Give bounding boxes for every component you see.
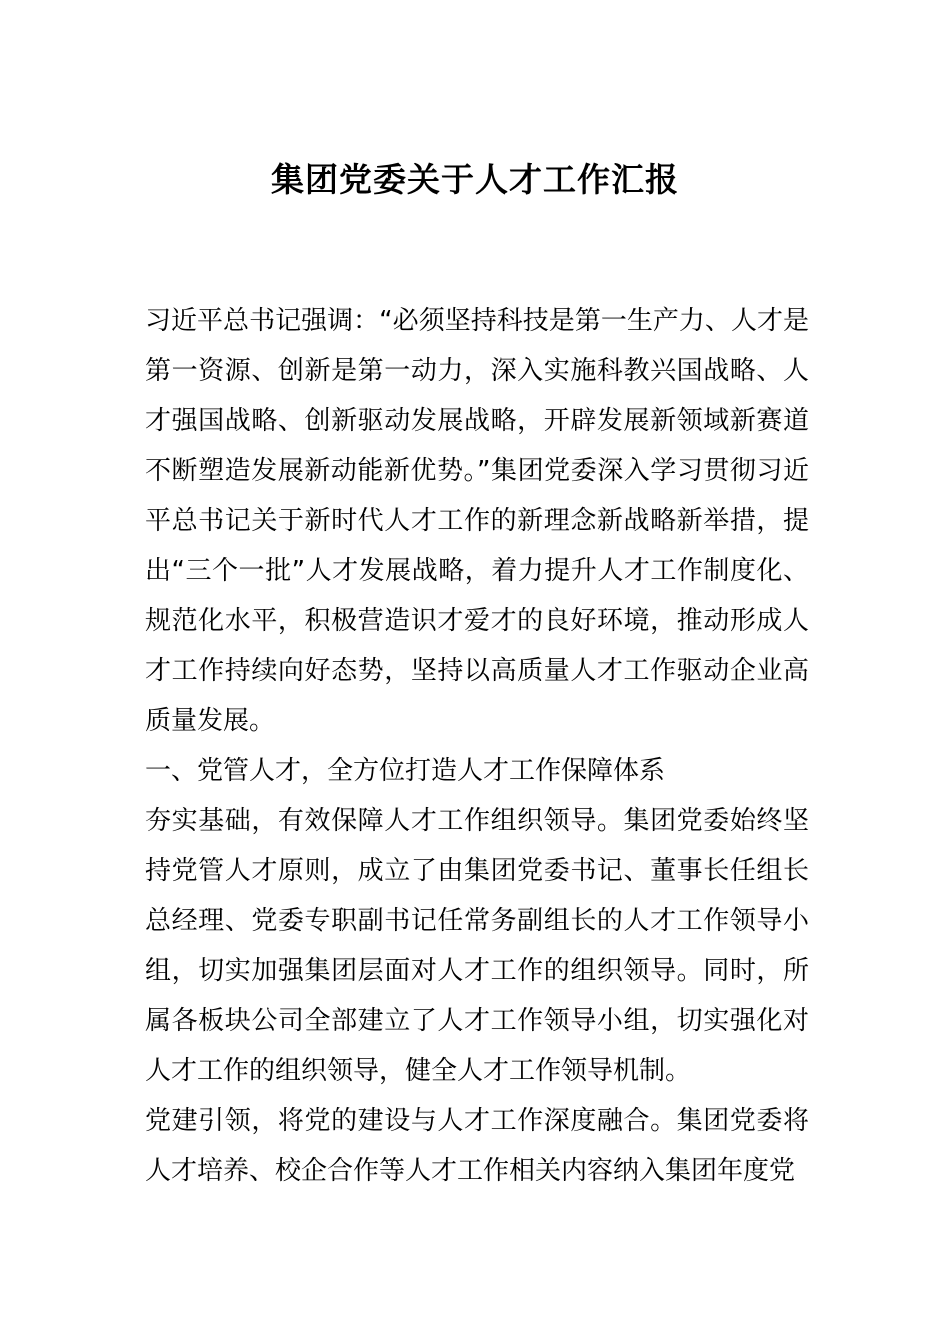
paragraph-party-building: 党建引领，将党的建设与人才工作深度融合。集团党委将人才培养、校企合作等人才工作相关内容纳入集团年度党 <box>145 1106 809 1186</box>
paragraph-foundation: 夯实基础，有效保障人才工作组织领导。集团党委始终坚持党管人才原则，成立了由集团党委书记、董事长任组长总经理、党委专职副书记任常务副组长的人才工作领导小组，切实加强集团层面对人才工作的组织领导。同时，所属各板块公司全部建立了人才工作领导小组，切实强化对人才工作的组织领导，健全人才工作领导机制。 <box>145 806 809 1086</box>
document-title: 集团党委关于人才工作汇报 <box>271 160 679 199</box>
paragraph-intro: 习近平总书记强调：“必须坚持科技是第一生产力、人才是第一资源、创新是第一动力，深入实施科教兴国战略、人才强国战略、创新驱动发展战略，开辟发展新领域新赛道不断塑造发展新动能新优势。”集团党委深入学习贯彻习近平总书记关于新时代人才工作的新理念新战略新举措，提出“三个一批”人才发展战略，着力提升人才工作制度化、规范化水平，积极营造识才爱才的良好环境，推动形成人才工作持续向好态势，坚持以高质量人才工作驱动企业高质量发展。 <box>145 306 809 736</box>
section-heading-1: 一、党管人才，全方位打造人才工作保障体系 <box>145 756 666 786</box>
document-body <box>145 296 809 1196</box>
